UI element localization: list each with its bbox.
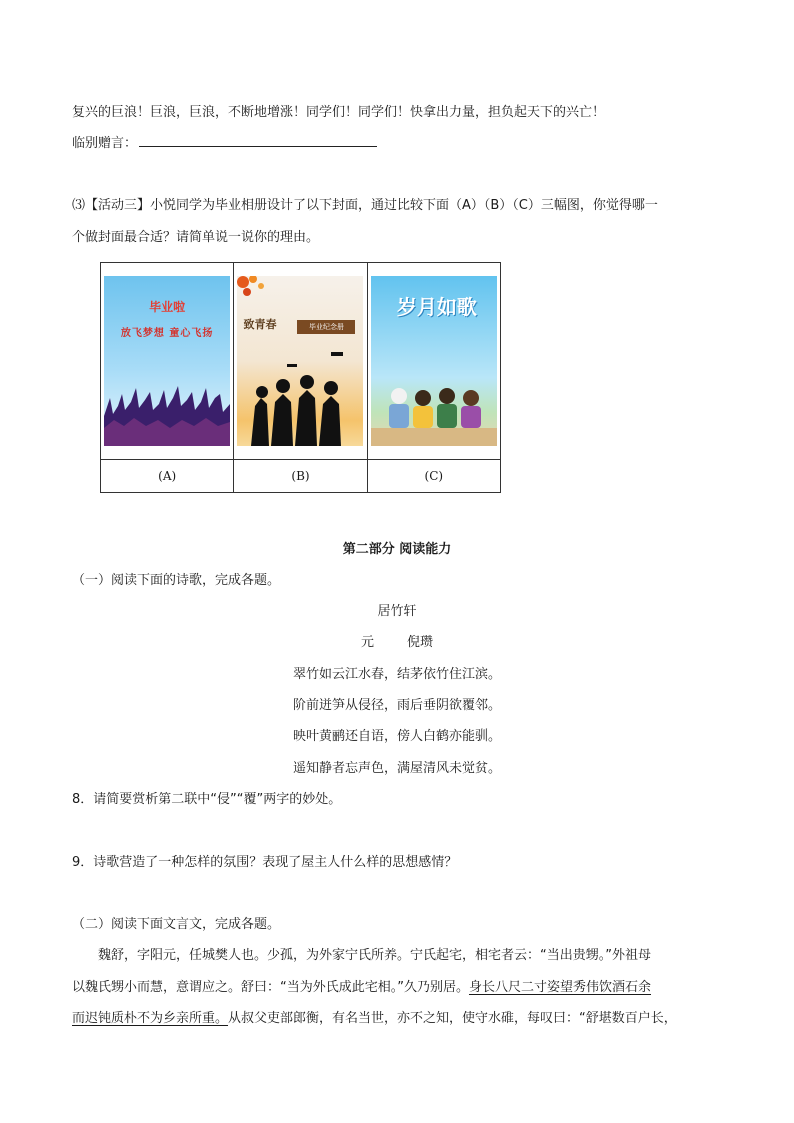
classical-text-line-2: [72, 979, 651, 997]
cover-a-slogan: 放飞梦想 童心飞扬: [120, 328, 214, 339]
question-8: 8．请简要赏析第二联中“侵”“覆”两字的妙处。: [72, 792, 342, 807]
cover-b-badge: 毕业纪念册: [297, 320, 355, 334]
cover-a-title: 毕业啦: [149, 300, 186, 314]
cover-c-cell: [367, 263, 500, 460]
cover-b-cell: [234, 263, 367, 460]
cover-a-label: (A): [101, 460, 234, 493]
cover-c-title: 岁月如歌: [396, 295, 477, 319]
cover-options-table: [100, 262, 501, 493]
graduates-silhouette-icon: [237, 346, 363, 446]
children-sitting-icon: [371, 376, 497, 446]
question-9: 9．诗歌营造了一种怎样的氛围？表现了屋主人什么样的思想感情？: [72, 855, 458, 870]
cover-a-cell: [101, 263, 234, 460]
underlined-sentence-part1: 身长八尺二寸姿望秀伟饮酒石余: [468, 980, 651, 995]
underlined-sentence-part2: 而迟钝质朴不为乡亲所重。: [72, 1011, 229, 1026]
classical-text-line-1: 魏舒，字阳元，任城樊人也。少孤，为外家宁氏所养。宁氏起宅，相宅者云：“当出贵甥。”外祖母: [98, 948, 651, 963]
cover-b-title: 致青春: [243, 318, 277, 331]
autumn-leaves-icon: [237, 276, 363, 316]
activity3-question-line2: 个做封面最合适？请简单说一说你的理由。: [72, 230, 320, 245]
poem-line-2: 阶前迸笋从侵径，雨后垂阴欲覆邻。: [292, 698, 501, 713]
cover-b-image: [237, 276, 363, 446]
poem-line-3: 映叶黄鹂还自语，傍人白鹤亦能驯。: [292, 729, 501, 744]
farewell-message: [72, 134, 377, 153]
cover-c-label: (C): [367, 460, 500, 493]
poem-line-4: 遥知静者忘声色，满屋清风未觉贫。: [292, 761, 501, 776]
crowd-silhouette-icon: [104, 376, 230, 446]
cover-b-label: (B): [234, 460, 367, 493]
cover-c-image: [371, 276, 497, 446]
classical-text-line-3-plain: 从叔父吏部郎衡，有名当世，亦不之知，使守水碓，每叹曰：“舒堪数百户长，: [228, 1011, 677, 1026]
farewell-label: 临别赠言：: [72, 136, 138, 151]
poem-closing-line: 复兴的巨浪！巨浪，巨浪，不断地增涨！同学们！同学们！快拿出力量，担负起天下的兴亡！: [72, 105, 606, 120]
cover-a-image: [104, 276, 230, 446]
part1-intro: （一）阅读下面的诗歌，完成各题。: [72, 573, 281, 588]
poem-author: 元 倪瓒: [360, 635, 434, 650]
poem-title: 居竹轩: [377, 604, 417, 619]
activity3-question-line1: ⑶【活动三】小悦同学为毕业相册设计了以下封面，通过比较下面（A）（B）（C）三幅图，你觉得哪一: [72, 198, 658, 213]
farewell-answer-blank[interactable]: [139, 134, 377, 147]
classical-text-line-2-plain: 以魏氏甥小而慧，意谓应之。舒曰：“当为外氏成此宅相。”久乃别居。: [72, 980, 469, 995]
part2-intro: （二）阅读下面文言文，完成各题。: [72, 917, 281, 932]
classical-text-line-3: [72, 1010, 677, 1028]
section2-title: 第二部分 阅读能力: [342, 542, 452, 557]
poem-line-1: 翠竹如云江水春，结茅依竹住江滨。: [292, 667, 501, 682]
